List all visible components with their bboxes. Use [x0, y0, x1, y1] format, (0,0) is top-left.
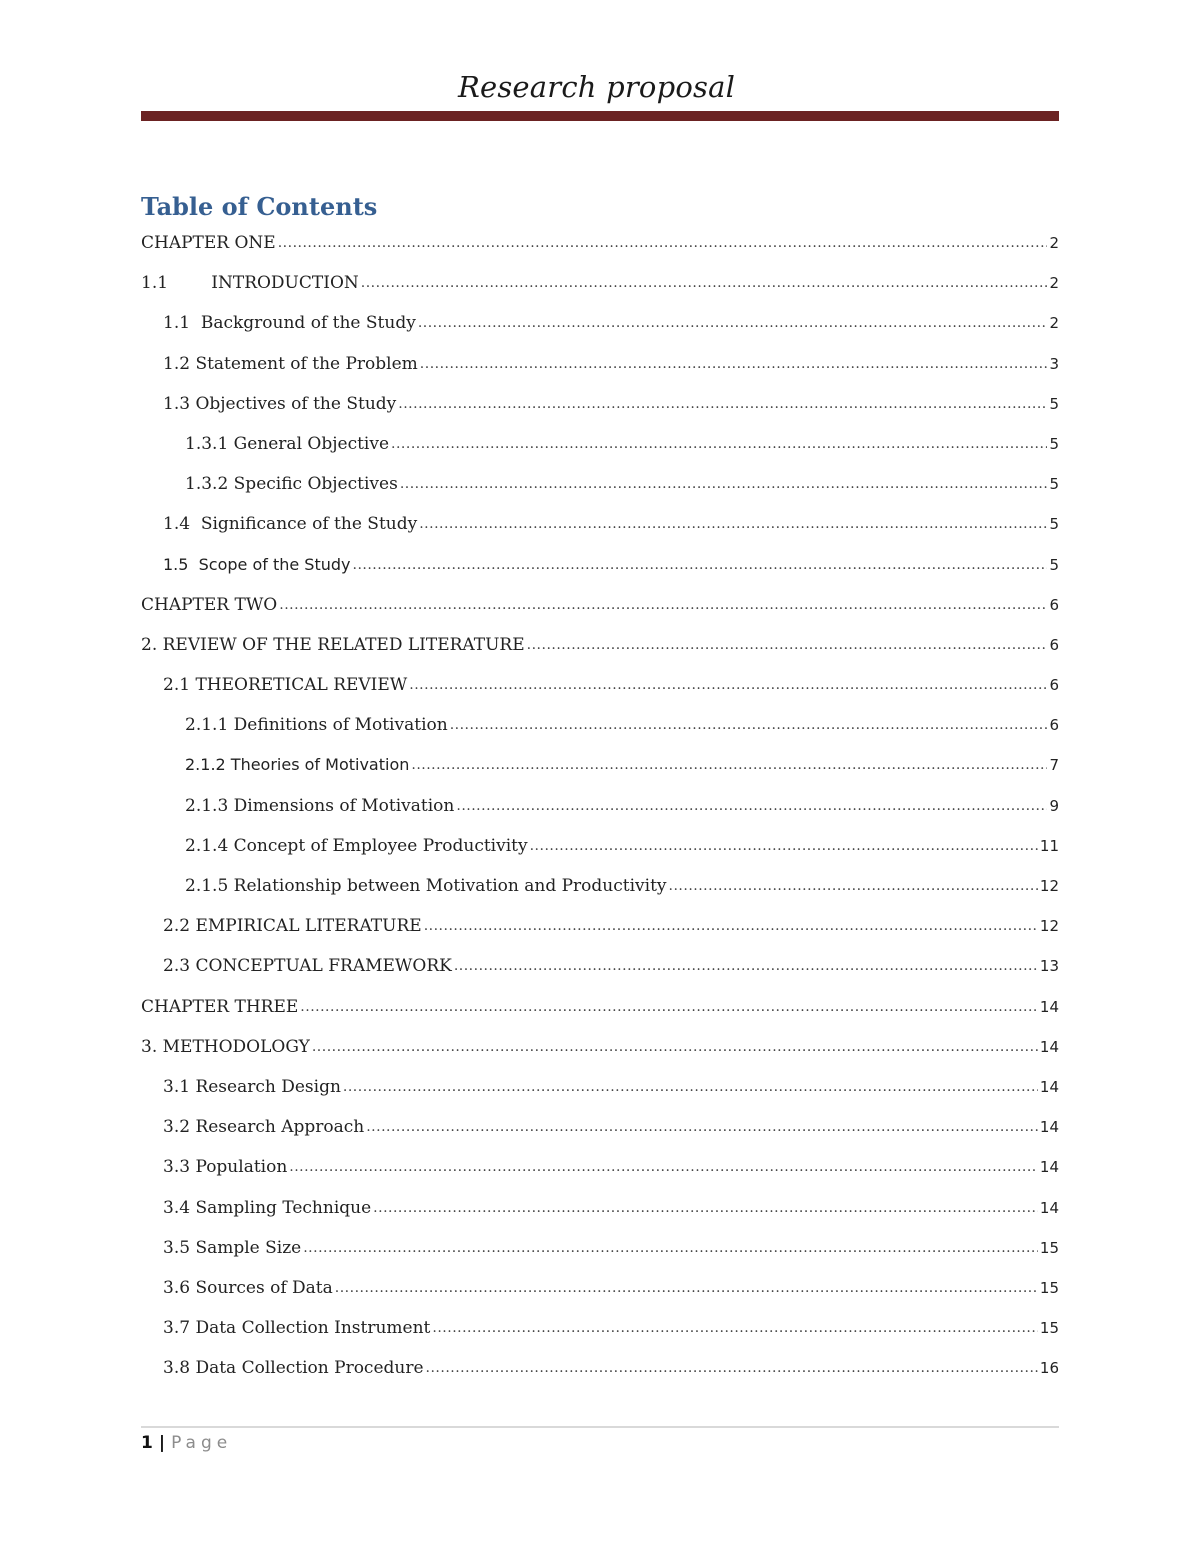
- toc-entry[interactable]: [141, 992, 1059, 1032]
- toc-dot-leader: [289, 1152, 1038, 1182]
- toc-entry-label: 2.1.5 Relationship between Motivation and Productivity: [185, 876, 667, 896]
- toc-dot-leader: [278, 228, 1048, 258]
- toc-entry-label: 3.6 Sources of Data: [163, 1277, 333, 1298]
- toc-entry-label: 2.1.2 Theories of Motivation: [185, 755, 410, 775]
- toc-entry-page: 14: [1039, 1158, 1059, 1177]
- toc-dot-leader: [424, 911, 1038, 941]
- toc-entry-label: 3.8 Data Collection Procedure: [163, 1358, 424, 1379]
- toc-entry-label: 2.1 THEORETICAL REVIEW: [163, 675, 408, 696]
- toc-entry-label: 1.2 Statement of the Problem: [163, 353, 418, 374]
- toc-entry-page: 15: [1039, 1319, 1059, 1338]
- toc-entry-page: 2: [1049, 234, 1059, 252]
- toc-entry[interactable]: [141, 1193, 1059, 1233]
- footer-page-word: Page: [171, 1433, 233, 1453]
- toc-entry-page: 16: [1039, 1359, 1059, 1378]
- toc-dot-leader: [279, 590, 1047, 620]
- toc-entry[interactable]: [141, 911, 1059, 951]
- toc-entry-page: 6: [1049, 595, 1059, 614]
- toc-entry[interactable]: [141, 1273, 1059, 1313]
- page-footer: [141, 1433, 232, 1453]
- toc-entry-page: 5: [1049, 434, 1059, 453]
- toc-entry-label: 3.2 Research Approach: [163, 1117, 365, 1138]
- toc-dot-leader: [353, 550, 1048, 580]
- toc-entry-page: 14: [1039, 1077, 1059, 1096]
- toc-entry[interactable]: [141, 951, 1059, 991]
- toc-entry-label: 2.2 EMPIRICAL LITERATURE: [163, 916, 422, 937]
- toc-dot-leader: [450, 710, 1048, 740]
- toc-dot-leader: [300, 992, 1038, 1022]
- toc-entry-page: 6: [1049, 635, 1059, 654]
- toc-entry-label: 2.1.1 Definitions of Motivation: [185, 715, 448, 736]
- toc-entry[interactable]: [141, 590, 1059, 630]
- toc-dot-leader: [400, 469, 1048, 499]
- toc-dot-leader: [419, 509, 1047, 539]
- footer-separator: |: [158, 1433, 166, 1453]
- toc-dot-leader: [335, 1273, 1038, 1303]
- toc-entry-page: 13: [1039, 957, 1059, 976]
- toc-entry-label: 1.3.2 Specific Objectives: [185, 474, 398, 495]
- toc-entry[interactable]: [141, 349, 1059, 389]
- toc-entry[interactable]: [141, 469, 1059, 509]
- toc-entry[interactable]: [141, 228, 1059, 268]
- toc-entry-label: 3.4 Sampling Technique: [163, 1197, 372, 1218]
- toc-entry-page: 3: [1049, 354, 1059, 373]
- toc-entry-page: 12: [1039, 917, 1059, 936]
- toc-entry[interactable]: [141, 1152, 1059, 1192]
- toc-entry-label: 1.5 Scope of the Study: [163, 554, 351, 574]
- toc-entry[interactable]: [141, 1313, 1059, 1353]
- toc-entry-page: 12: [1039, 877, 1059, 895]
- toc-entry-label: 2.1.3 Dimensions of Motivation: [185, 795, 455, 816]
- toc-dot-leader: [420, 349, 1048, 379]
- toc-entry-page: 14: [1039, 1037, 1059, 1056]
- toc-dot-leader: [343, 1072, 1038, 1102]
- toc-entry-page: 2: [1049, 314, 1059, 333]
- toc-dot-leader: [432, 1313, 1038, 1343]
- toc-entry-label: 1.3.1 General Objective: [185, 433, 390, 454]
- toc-dot-leader: [527, 630, 1048, 660]
- toc-entry[interactable]: [141, 791, 1059, 831]
- toc-entry[interactable]: [141, 831, 1059, 871]
- toc-entry-label: CHAPTER ONE: [141, 233, 276, 253]
- toc-dot-leader: [418, 308, 1048, 338]
- toc-entry-label: 1.1 Background of the Study: [163, 313, 416, 334]
- toc-entry-page: 11: [1039, 836, 1059, 855]
- toc-entry-label: 3.5 Sample Size: [163, 1237, 302, 1258]
- header-divider-bar: [141, 111, 1059, 121]
- toc-entry[interactable]: [141, 1072, 1059, 1112]
- toc-entry-label: 1.4 Significance of the Study: [163, 514, 418, 535]
- toc-entry-label: CHAPTER TWO: [141, 594, 278, 615]
- toc-dot-leader: [454, 951, 1038, 981]
- toc-entry-page: 5: [1049, 475, 1059, 494]
- toc-entry[interactable]: [141, 308, 1059, 348]
- toc-entry[interactable]: [141, 509, 1059, 549]
- toc-entry[interactable]: [141, 871, 1059, 911]
- toc-dot-leader: [391, 429, 1047, 459]
- toc-entry-label: 3.3 Population: [163, 1157, 288, 1178]
- toc-entry-page: 15: [1039, 1238, 1059, 1257]
- toc-entry-label: 3.7 Data Collection Instrument: [163, 1318, 431, 1339]
- toc-entry[interactable]: [141, 670, 1059, 710]
- toc-dot-leader: [669, 871, 1038, 901]
- toc-dot-leader: [426, 1353, 1038, 1383]
- table-of-contents: [141, 228, 1059, 1393]
- toc-entry-page: 9: [1049, 796, 1059, 815]
- toc-entry-label: 2.1.4 Concept of Employee Productivity: [185, 835, 528, 856]
- toc-entry[interactable]: [141, 1112, 1059, 1152]
- toc-dot-leader: [373, 1193, 1038, 1223]
- toc-entry[interactable]: [141, 1353, 1059, 1393]
- toc-entry-page: 5: [1049, 555, 1059, 574]
- toc-entry-page: 6: [1049, 716, 1059, 735]
- page-header-title: Research proposal: [457, 70, 736, 104]
- toc-dot-leader: [398, 389, 1047, 419]
- toc-entry[interactable]: [141, 710, 1059, 750]
- toc-dot-leader: [409, 670, 1047, 700]
- toc-entry-page: 7: [1049, 756, 1059, 775]
- toc-entry-label: 2. REVIEW OF THE RELATED LITERATURE: [141, 634, 525, 655]
- toc-entry[interactable]: [141, 1233, 1059, 1273]
- toc-entry[interactable]: [141, 429, 1059, 469]
- toc-entry[interactable]: [141, 750, 1059, 790]
- toc-dot-leader: [303, 1233, 1038, 1263]
- toc-entry-label: 3. METHODOLOGY: [141, 1036, 310, 1057]
- toc-dot-leader: [361, 268, 1048, 298]
- toc-entry-page: 14: [1039, 997, 1059, 1016]
- toc-dot-leader: [456, 791, 1047, 821]
- toc-entry-label: 1.3 Objectives of the Study: [163, 393, 397, 414]
- toc-entry-page: 6: [1049, 676, 1059, 695]
- toc-entry-page: 2: [1049, 274, 1059, 293]
- toc-dot-leader: [411, 750, 1047, 780]
- toc-entry-page: 5: [1049, 394, 1059, 413]
- toc-entry[interactable]: [141, 550, 1059, 590]
- toc-dot-leader: [530, 831, 1038, 861]
- footer-divider: [141, 1426, 1059, 1428]
- toc-entry-page: 15: [1039, 1278, 1059, 1297]
- toc-entry-label: CHAPTER THREE: [141, 996, 299, 1017]
- toc-dot-leader: [312, 1032, 1038, 1062]
- toc-entry[interactable]: [141, 630, 1059, 670]
- footer-page-number: 1: [141, 1433, 153, 1453]
- toc-entry[interactable]: [141, 389, 1059, 429]
- toc-entry-page: 14: [1039, 1198, 1059, 1217]
- toc-heading: Table of Contents: [141, 192, 378, 221]
- toc-entry-page: 5: [1049, 515, 1059, 534]
- toc-entry[interactable]: [141, 268, 1059, 308]
- toc-entry[interactable]: [141, 1032, 1059, 1072]
- toc-entry-label: 1.1 INTRODUCTION: [141, 273, 359, 294]
- toc-entry-label: 2.3 CONCEPTUAL FRAMEWORK: [163, 956, 452, 977]
- toc-entry-page: 14: [1039, 1118, 1059, 1137]
- toc-entry-label: 3.1 Research Design: [163, 1076, 341, 1097]
- toc-dot-leader: [366, 1112, 1038, 1142]
